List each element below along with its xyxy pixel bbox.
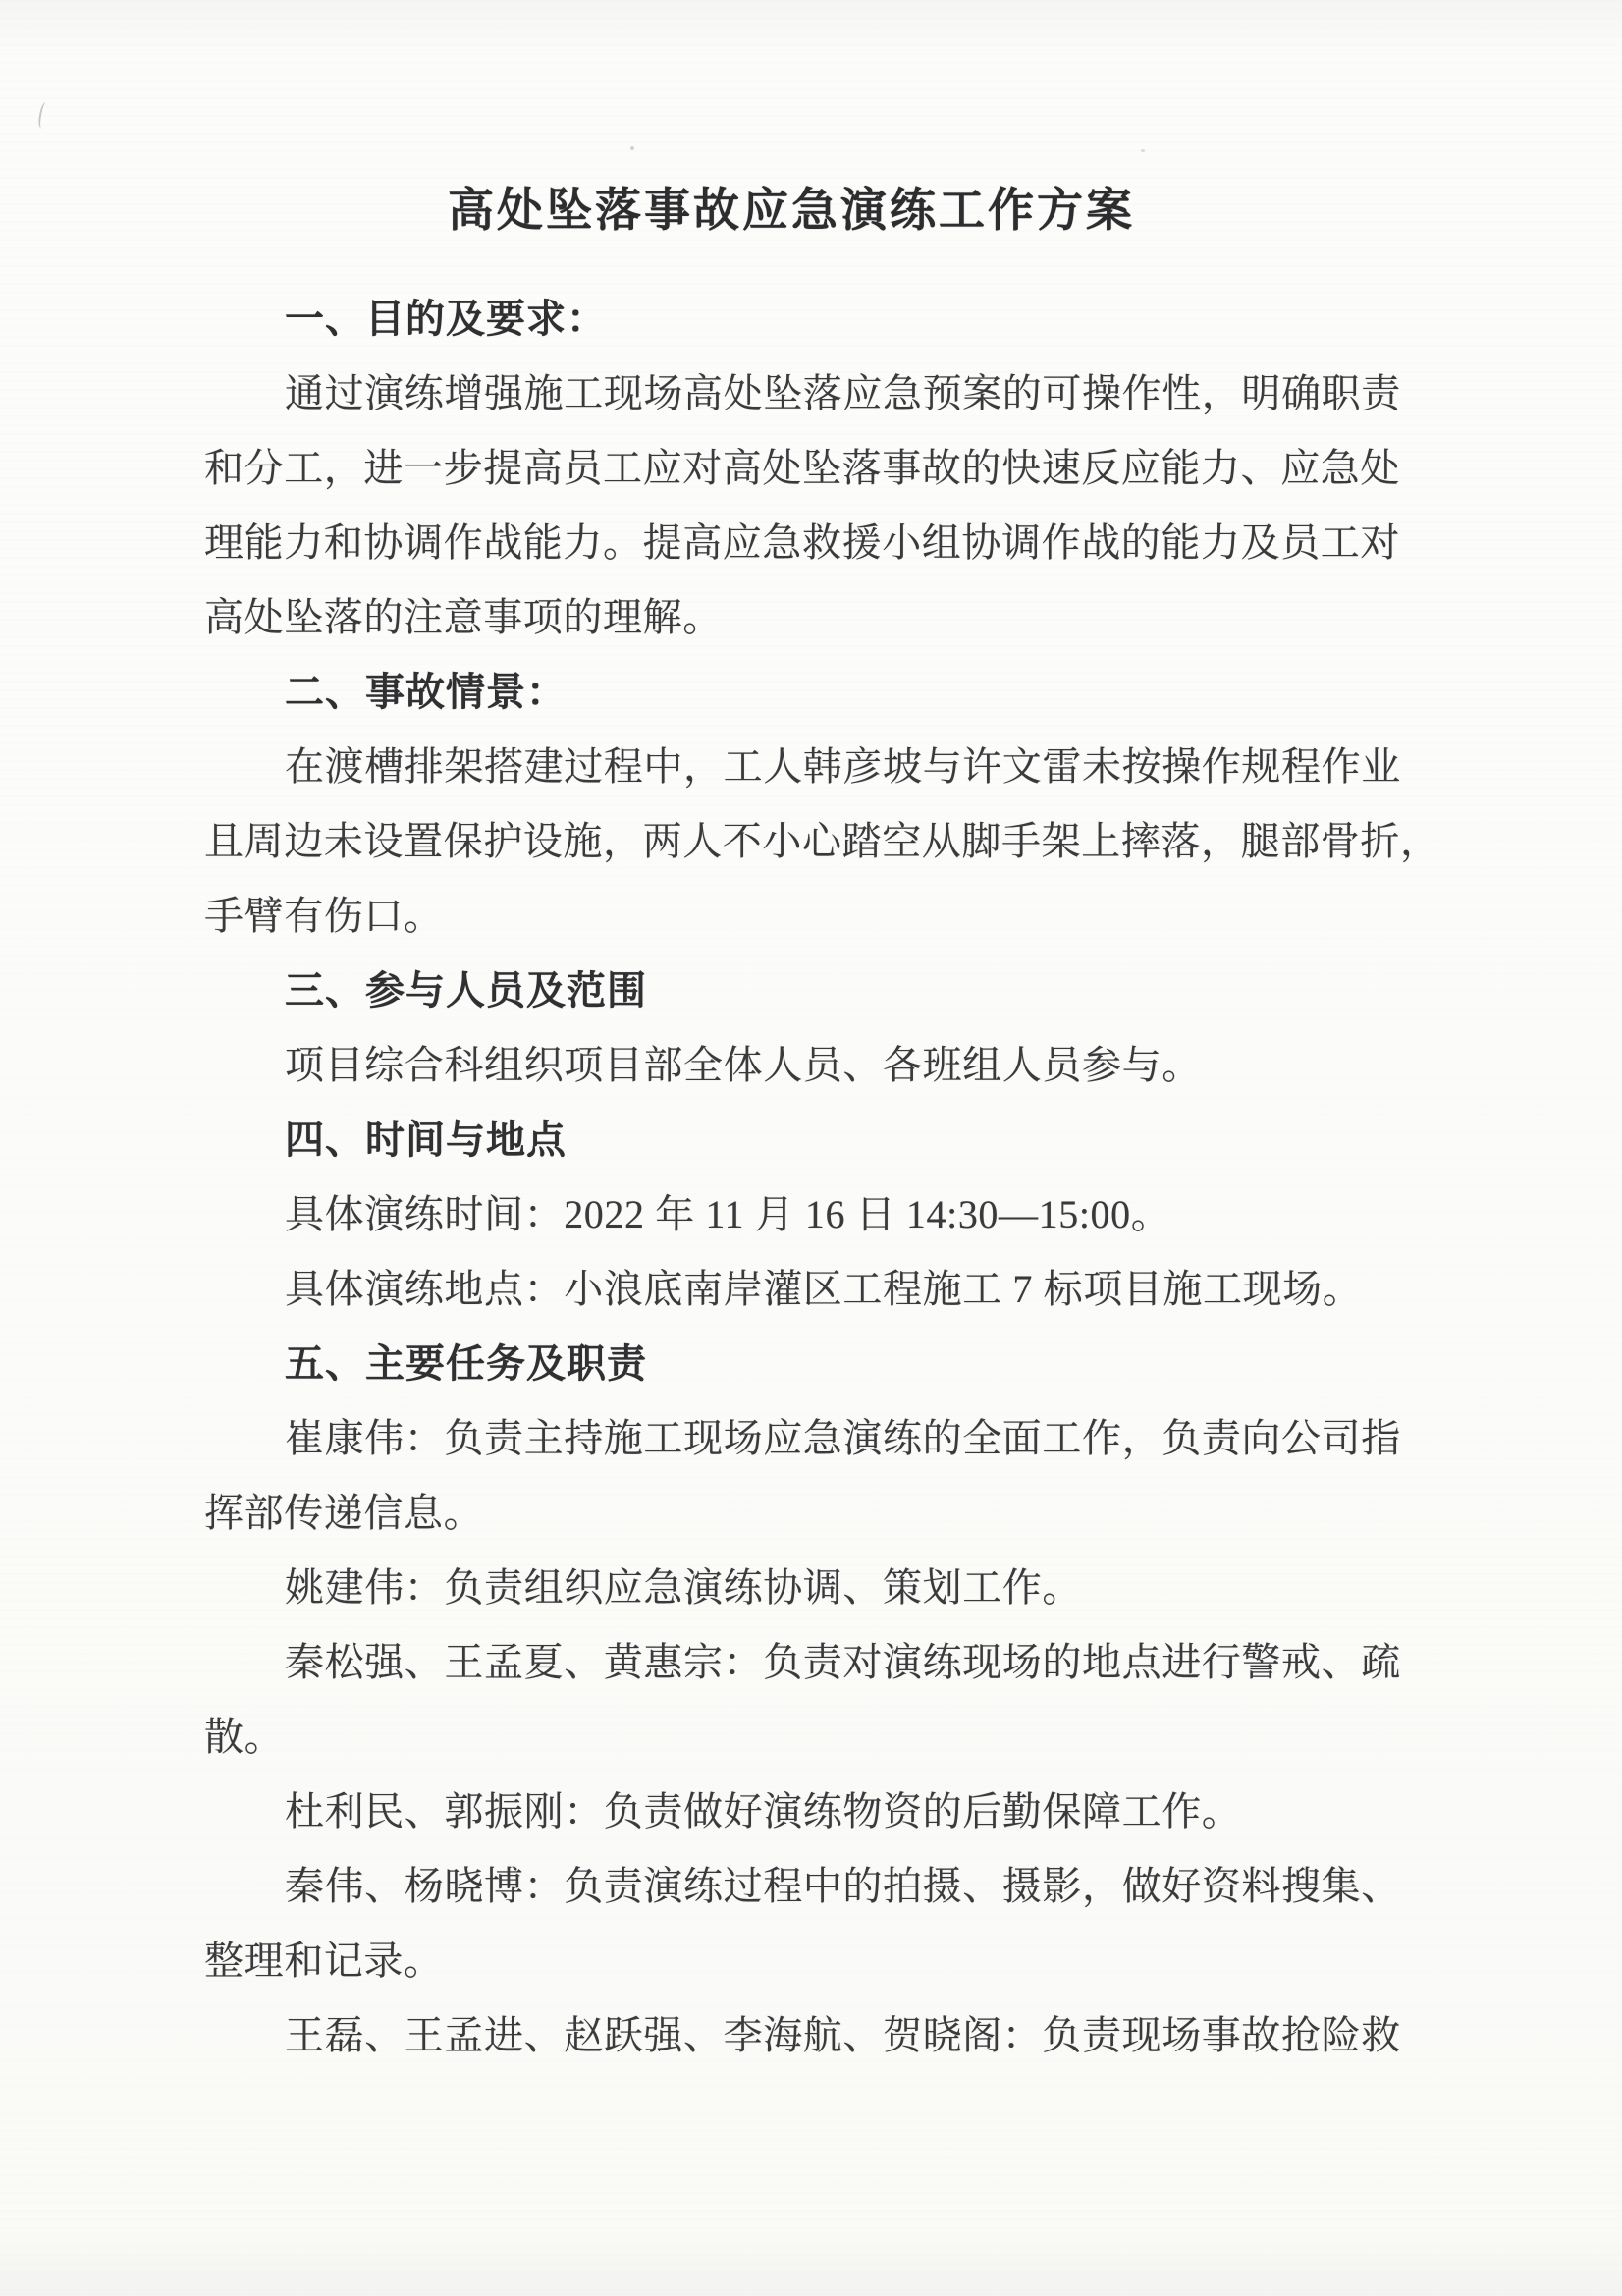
scan-artifact-speck bbox=[1141, 149, 1145, 152]
document-body bbox=[204, 282, 1440, 2073]
section-heading-4: 四、时间与地点 bbox=[285, 1119, 567, 1162]
body-line: 秦松强、王孟夏、黄惠宗：负责对演练现场的地点进行警戒、疏 bbox=[285, 1640, 1401, 1684]
body-line: 挥部传递信息。 bbox=[204, 1491, 484, 1535]
body-line: 项目综合科组织项目部全体人员、各班组人员参与。 bbox=[285, 1043, 1202, 1087]
body-line: 整理和记录。 bbox=[204, 1939, 444, 1983]
body-line: 姚建伟：负责组织应急演练协调、策划工作。 bbox=[285, 1565, 1082, 1610]
body-line: 王磊、王孟进、赵跃强、李海航、贺晓阁：负责现场事故抢险救 bbox=[285, 2013, 1401, 2057]
section-heading-3: 三、参与人员及范围 bbox=[285, 969, 647, 1012]
body-line: 通过演练增强施工现场高处坠落应急预案的可操作性，明确职责 bbox=[285, 371, 1401, 415]
body-line: 崔康伟：负责主持施工现场应急演练的全面工作，负责向公司指 bbox=[285, 1416, 1401, 1460]
scan-artifact-speck bbox=[630, 146, 634, 150]
section-heading-5: 五、主要任务及职责 bbox=[285, 1342, 647, 1386]
section-heading-2: 二、事故情景： bbox=[285, 671, 567, 714]
body-line: 秦伟、杨晓博：负责演练过程中的拍摄、摄影，做好资料搜集、 bbox=[285, 1864, 1401, 1908]
body-line: 散。 bbox=[204, 1715, 285, 1759]
body-line: 高处坠落的注意事项的理解。 bbox=[204, 595, 723, 639]
scan-artifact-mark bbox=[37, 101, 51, 129]
body-line: 和分工，进一步提高员工应对高处坠落事故的快速反应能力、应急处 bbox=[204, 446, 1400, 490]
section-heading-1: 一、目的及要求： bbox=[285, 298, 607, 341]
body-line: 且周边未设置保护设施，两人不小心踏空从脚手架上摔落，腿部骨折， bbox=[204, 819, 1440, 863]
body-line: 理能力和协调作战能力。提高应急救援小组协调作战的能力及员工对 bbox=[204, 520, 1400, 565]
body-line-drill-time: 具体演练时间：2022 年 11 月 16 日 14:30—15:00。 bbox=[285, 1192, 1171, 1236]
document-title: 高处坠落事故应急演练工作方案 bbox=[448, 186, 1135, 237]
body-line: 手臂有伤口。 bbox=[204, 894, 444, 938]
body-line: 在渡槽排架搭建过程中，工人韩彦坡与许文雷未按操作规程作业 bbox=[285, 744, 1401, 789]
body-line-drill-location: 具体演练地点：小浪底南岸灌区工程施工 7 标项目施工现场。 bbox=[285, 1267, 1363, 1311]
body-line: 杜利民、郭振刚：负责做好演练物资的后勤保障工作。 bbox=[285, 1789, 1242, 1833]
document-content bbox=[204, 183, 1440, 2073]
